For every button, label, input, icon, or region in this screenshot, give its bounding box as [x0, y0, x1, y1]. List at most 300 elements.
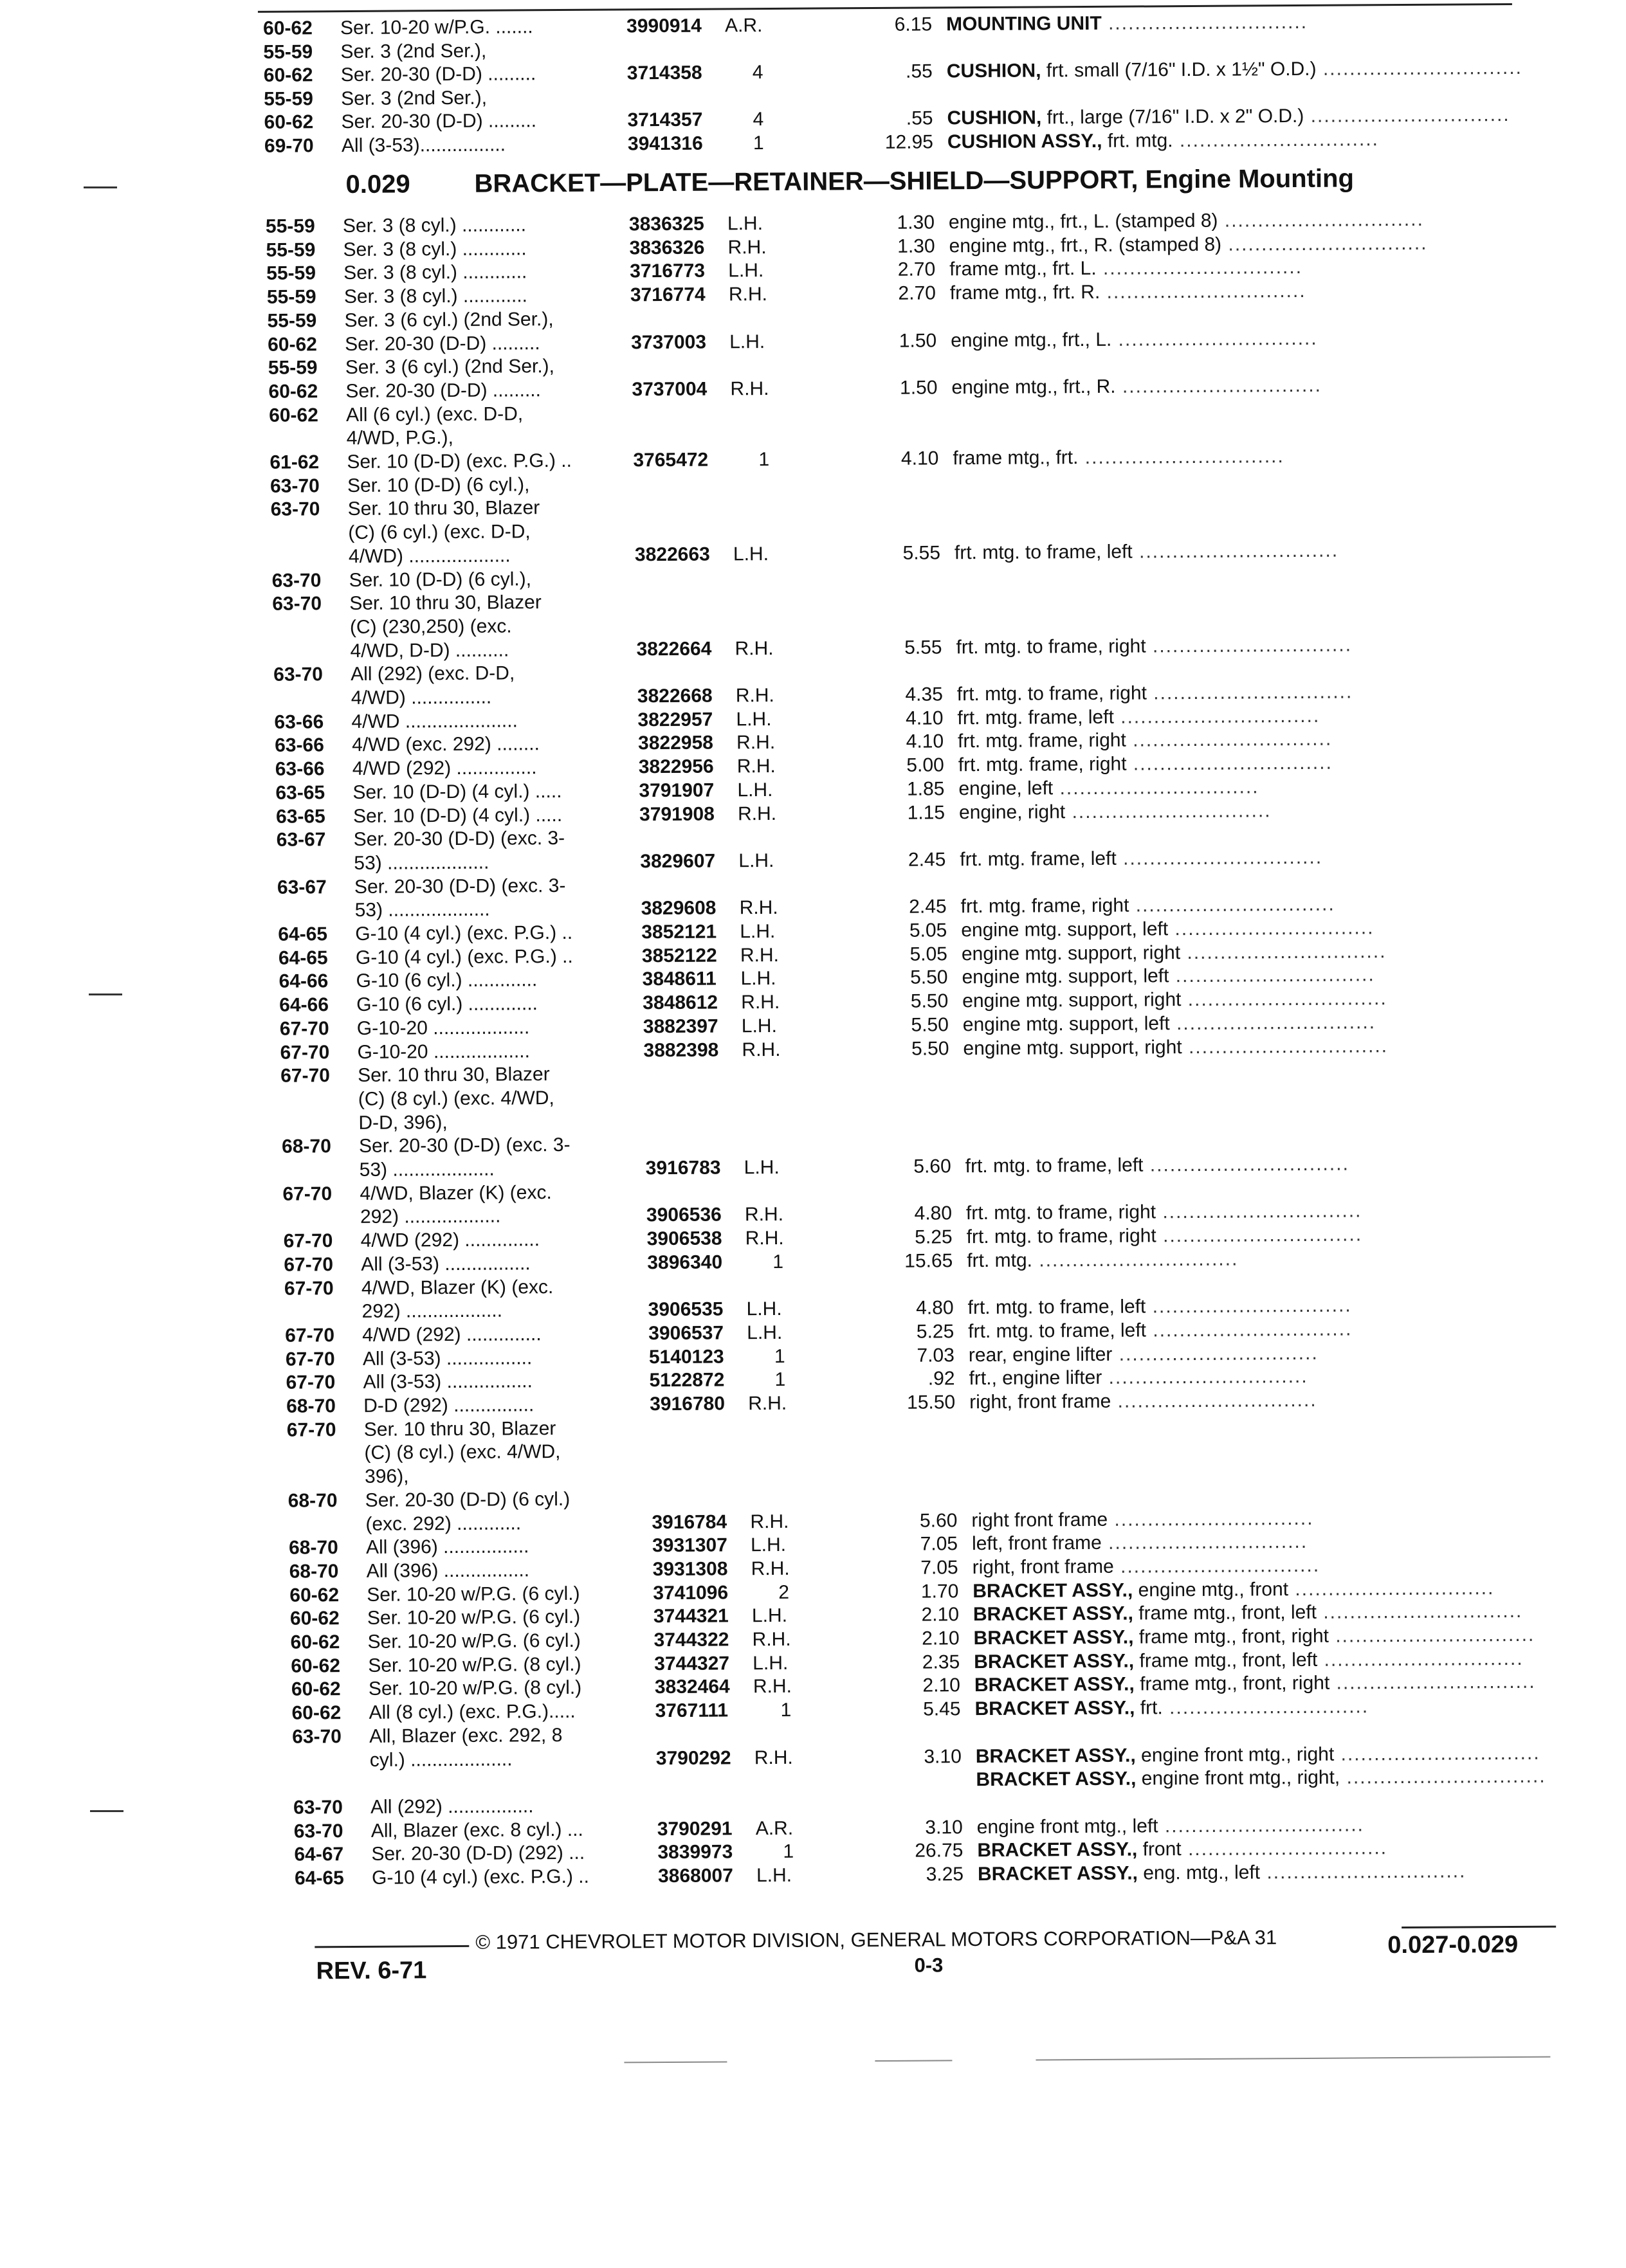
list-price: [873, 1084, 950, 1085]
part-name-detail: engine mtg. support, left: [963, 1013, 1170, 1035]
application: Ser. 10 (D-D) (4 cyl.) .....: [352, 780, 562, 804]
part-name: [963, 1011, 1376, 1037]
list-price: 15.50: [878, 1391, 955, 1415]
part-name-detail: left, front frame: [972, 1532, 1102, 1554]
part-number: 3836325: [629, 213, 704, 237]
leader-dots: ..............................: [1316, 57, 1522, 80]
list-price: [872, 1061, 949, 1062]
year-range: 63-70: [292, 1725, 342, 1748]
part-name: [951, 327, 1318, 352]
application: Ser. 10 thru 30, Blazer: [364, 1417, 556, 1442]
part-name-bold: CUSHION,: [947, 60, 1041, 82]
year-range: 63-70: [271, 498, 320, 522]
application: 4/WD (292) ...............: [352, 756, 537, 781]
leader-dots: ..............................: [1181, 988, 1387, 1010]
list-price: 4.10: [861, 447, 938, 471]
application: (C) (8 cyl.) (exc. 4/WD,: [364, 1440, 560, 1465]
part-name-bold: CUSHION,: [947, 107, 1041, 129]
year-range: 60-62: [290, 1607, 340, 1630]
side-code: L.H.: [756, 1864, 792, 1887]
leader-dots: ..............................: [1146, 1295, 1352, 1318]
part-name: [958, 728, 1332, 754]
year-range: 68-70: [289, 1560, 339, 1583]
application: 4/WD .....................: [351, 709, 518, 734]
side-code: R.H.: [750, 1510, 789, 1533]
leader-dots: ..............................: [1334, 1742, 1540, 1765]
year-range: 63-67: [277, 828, 326, 851]
part-name-detail: frt.: [1135, 1697, 1163, 1718]
part-name: [955, 539, 1338, 565]
application: All (3-53) ................: [363, 1370, 533, 1395]
part-name: [976, 1741, 1540, 1768]
leader-dots: ..............................: [1317, 1648, 1524, 1671]
leader-dots: ..............................: [1053, 776, 1259, 799]
part-number: 3852122: [642, 944, 717, 968]
application: Ser. 3 (2nd Ser.),: [340, 39, 486, 63]
leader-dots: ..............................: [1100, 280, 1306, 303]
quantity: 4: [753, 61, 763, 84]
list-price: [884, 1768, 962, 1769]
list-price: 2.70: [859, 282, 936, 306]
part-name-detail: frt., large (7/16" I.D. x 2" O.D.): [1041, 105, 1304, 128]
side-code: R.H.: [729, 283, 767, 306]
application: Ser. 20-30 (D-D) (exc. 3-: [354, 827, 565, 851]
binding-mark: [90, 1810, 123, 1812]
list-price: 2.70: [858, 259, 935, 282]
part-number: 3737003: [631, 331, 706, 354]
list-price: 5.50: [872, 1013, 949, 1037]
part-name: [973, 1554, 1320, 1579]
year-range: 55-59: [267, 286, 316, 309]
part-name-detail: engine mtg., frt., R. (stamped 8): [949, 233, 1221, 257]
application: 292) ..................: [360, 1205, 501, 1229]
part-name: [947, 104, 1510, 130]
list-price: [863, 494, 940, 495]
part-name: [973, 1624, 1535, 1650]
part-name-detail: frt. mtg. to frame, left: [955, 541, 1133, 563]
part-name: [949, 256, 1302, 281]
application: 53) ...................: [354, 851, 489, 875]
side-code: A.R.: [756, 1817, 794, 1840]
application: 53) ...................: [355, 898, 490, 922]
quantity: 1: [758, 448, 769, 471]
list-price: [864, 612, 942, 613]
list-price: 1.70: [881, 1580, 958, 1604]
year-range: 68-70: [289, 1536, 338, 1559]
part-name: [969, 1341, 1319, 1366]
application: All (396) ................: [366, 1536, 529, 1560]
application: Ser. 3 (6 cyl.) (2nd Ser.),: [344, 308, 553, 332]
part-number: 3916784: [652, 1510, 727, 1534]
page-number: 0-3: [914, 1954, 943, 1977]
part-name-detail: front: [1137, 1838, 1182, 1860]
leader-dots: ..............................: [1108, 1507, 1314, 1530]
part-name-detail: engine mtg. support, right: [962, 989, 1181, 1012]
side-code: L.H.: [736, 708, 771, 731]
year-range: 63-70: [293, 1796, 343, 1819]
year-range: 55-59: [266, 215, 315, 238]
leader-dots: ..............................: [1146, 1318, 1353, 1341]
part-name-bold: CUSHION ASSY.,: [947, 131, 1102, 152]
quantity: 1: [774, 1345, 785, 1368]
year-range: 63-70: [294, 1820, 343, 1843]
bottom-rule-b: [875, 2060, 952, 2062]
side-code: R.H.: [735, 637, 773, 660]
part-name-detail: engine front mtg., left: [977, 1815, 1158, 1838]
part-name-detail: engine, left: [958, 777, 1053, 799]
year-range: 63-66: [274, 711, 324, 734]
leader-dots: ..............................: [1078, 446, 1284, 468]
part-name-detail: engine mtg. support, left: [962, 966, 1169, 988]
leader-dots: ..............................: [1102, 1366, 1308, 1388]
year-range: 60-62: [291, 1678, 341, 1701]
part-name-detail: engine front mtg., right,: [1136, 1767, 1340, 1790]
binding-mark: [89, 993, 122, 995]
quantity: 1: [753, 132, 764, 155]
list-price: 6.15: [855, 13, 932, 37]
application: G-10 (4 cyl.) (exc. P.G.) ..: [355, 921, 572, 946]
year-range: 60-62: [291, 1655, 340, 1678]
side-code: R.H.: [745, 1227, 784, 1250]
part-name-bold: BRACKET ASSY.,: [974, 1698, 1135, 1720]
part-number: 3791908: [639, 803, 715, 826]
list-price: 5.00: [867, 754, 944, 777]
list-price: 4.10: [866, 730, 944, 754]
application: All, Blazer (exc. 292, 8: [369, 1724, 562, 1748]
year-range: 55-59: [264, 87, 313, 111]
leader-dots: ..............................: [1168, 917, 1375, 939]
side-code: R.H.: [730, 377, 769, 401]
application: All (8 cyl.) (exc. P.G.).....: [369, 1700, 575, 1725]
year-range: 63-66: [275, 758, 325, 781]
year-range: 67-70: [280, 1064, 330, 1087]
leader-dots: ..............................: [1114, 705, 1320, 727]
part-name-detail: frt. mtg. to frame, right: [957, 682, 1147, 705]
quantity: 1: [780, 1699, 791, 1722]
list-price: [859, 305, 936, 306]
part-number: 3906535: [648, 1298, 723, 1322]
part-name: [956, 633, 1352, 659]
year-range: 60-62: [269, 404, 318, 427]
year-range: 63-70: [272, 592, 322, 615]
application: (C) (8 cyl.) (exc. 4/WD,: [358, 1087, 554, 1111]
part-number: 3836326: [629, 236, 704, 260]
part-name-detail: frame mtg., frt.: [953, 447, 1078, 469]
list-price: [864, 565, 941, 566]
year-range: 60-62: [268, 380, 318, 403]
side-code: R.H.: [752, 1628, 790, 1651]
part-name: [977, 1837, 1387, 1862]
part-name-detail: engine mtg. support, right: [963, 1037, 1182, 1059]
side-code: R.H.: [748, 1392, 787, 1415]
side-code: L.H.: [740, 967, 776, 990]
part-name-detail: frt., engine lifter: [969, 1367, 1102, 1389]
part-name-detail: eng. mtg., left: [1138, 1862, 1260, 1883]
part-name-detail: frt. mtg. to frame, left: [967, 1296, 1146, 1319]
part-number: 3906538: [647, 1228, 722, 1251]
leader-dots: ..............................: [1102, 12, 1308, 34]
part-name: [957, 680, 1353, 706]
list-price: 2.35: [882, 1651, 960, 1674]
part-name: [962, 964, 1375, 990]
application: (C) (6 cyl.) (exc. D-D,: [348, 520, 531, 545]
part-name-detail: frt. mtg. frame, left: [960, 848, 1117, 870]
year-range: 67-70: [282, 1183, 332, 1206]
part-number: 3790291: [657, 1817, 733, 1841]
part-number: 3896340: [647, 1251, 722, 1275]
part-name: [972, 1530, 1308, 1556]
year-range: 63-70: [272, 569, 322, 592]
list-price: 1.50: [860, 376, 937, 400]
side-code: L.H.: [727, 212, 763, 235]
application: Ser. 20-30 (D-D) .........: [341, 110, 536, 134]
part-number: 3744322: [653, 1628, 729, 1652]
application: Ser. 3 (8 cyl.) ............: [343, 261, 527, 286]
part-name-detail: engine mtg. support, left: [961, 918, 1168, 941]
side-code: R.H.: [737, 755, 776, 778]
leader-dots: ..............................: [1032, 1248, 1239, 1271]
part-name: [968, 1318, 1352, 1343]
application: Ser. 20-30 (D-D) .........: [345, 332, 540, 356]
application: 4/WD) ...................: [349, 544, 511, 568]
list-price: [885, 1792, 962, 1793]
part-name-detail: frame mtg., front, left: [1134, 1649, 1317, 1672]
application: Ser. 3 (6 cyl.) (2nd Ser.),: [345, 355, 554, 379]
part-name: [963, 1035, 1388, 1060]
part-name: [947, 57, 1522, 83]
part-name-detail: rear, engine lifter: [969, 1343, 1113, 1365]
part-number: 3767111: [655, 1700, 728, 1723]
year-range: 55-59: [266, 262, 316, 286]
part-number: 3829608: [641, 897, 717, 921]
application: Ser. 10 (D-D) (6 cyl.),: [347, 473, 530, 498]
list-price: 1.85: [867, 777, 944, 801]
list-price: 5.25: [877, 1320, 954, 1344]
year-range: 67-70: [284, 1229, 333, 1253]
part-number: 3990914: [626, 15, 702, 39]
application: Ser. 20-30 (D-D) (exc. 3-: [354, 875, 566, 899]
year-range: 63-65: [275, 781, 325, 804]
part-name: [961, 916, 1374, 942]
part-number: 3714358: [627, 62, 702, 86]
application: 4/WD (exc. 292) ........: [352, 733, 540, 758]
application: All (6 cyl.) (exc. D-D,: [346, 403, 523, 427]
part-number: 3744327: [654, 1652, 729, 1676]
application: Ser. 10 (D-D) (6 cyl.),: [349, 568, 532, 592]
part-number: 3822957: [637, 708, 713, 732]
part-name: [949, 231, 1427, 258]
leader-dots: ..............................: [1173, 129, 1379, 151]
application: All (3-53) ................: [361, 1252, 531, 1276]
part-name-detail: engine mtg., frt., R.: [951, 376, 1115, 399]
side-code: R.H.: [740, 944, 779, 967]
leader-dots: ..............................: [1158, 1814, 1364, 1837]
part-name: [966, 1200, 1362, 1226]
part-name-detail: frame mtg., frt. R.: [950, 282, 1101, 304]
side-code: R.H.: [745, 1203, 783, 1226]
application: All (292) ................: [370, 1795, 534, 1819]
application: G-10 (4 cyl.) (exc. P.G.) ..: [356, 945, 573, 970]
year-range: 67-70: [280, 1017, 329, 1040]
part-name-detail: engine mtg., front: [1133, 1579, 1288, 1601]
leader-dots: ..............................: [1102, 1531, 1308, 1554]
part-name-detail: right front frame: [971, 1509, 1108, 1530]
part-number: 3744321: [653, 1605, 729, 1629]
part-name: [971, 1507, 1313, 1532]
part-name-bold: BRACKET ASSY.,: [976, 1768, 1136, 1791]
year-range: 60-62: [291, 1701, 341, 1725]
application: 4/WD, P.G.),: [347, 426, 453, 450]
leader-dots: ..............................: [1156, 1224, 1363, 1246]
application: 4/WD) ...............: [351, 686, 492, 710]
part-number: 3737004: [632, 377, 707, 401]
leader-dots: ..............................: [1112, 1342, 1319, 1365]
part-name: [973, 1600, 1523, 1626]
year-range: 63-67: [277, 876, 327, 899]
side-code: R.H.: [754, 1746, 793, 1769]
application: 4/WD (292) ..............: [362, 1323, 542, 1347]
side-code: R.H.: [738, 802, 776, 825]
list-price: 7.03: [877, 1344, 955, 1368]
part-number: 3906536: [646, 1204, 722, 1228]
part-number: 3822664: [636, 637, 711, 661]
list-price: [873, 1108, 950, 1109]
part-name: [967, 1247, 1238, 1273]
year-range: 60-62: [291, 1631, 340, 1654]
application: G-10 (4 cyl.) (exc. P.G.) ..: [372, 1865, 589, 1890]
list-price: 1.15: [868, 801, 945, 825]
part-name: [961, 893, 1335, 919]
application: All (396) ................: [367, 1559, 530, 1583]
leader-dots: ..............................: [1114, 1555, 1320, 1577]
section-number: 0.029: [345, 169, 474, 199]
part-name-detail: frt. mtg. to frame, right: [966, 1202, 1156, 1224]
footer-rule-right: [1402, 1926, 1556, 1928]
side-code: L.H.: [753, 1652, 788, 1675]
part-name: [957, 704, 1320, 729]
side-code: L.H.: [752, 1604, 787, 1628]
part-name-detail: frt. small (7/16" I.D. x 1½" O.D.): [1041, 59, 1316, 82]
part-name-bold: BRACKET ASSY.,: [973, 1603, 1133, 1626]
part-number: 3822663: [635, 543, 710, 567]
list-price: 5.60: [880, 1509, 957, 1533]
side-code: L.H.: [746, 1298, 781, 1321]
part-number: 3848612: [643, 992, 718, 1015]
part-name-detail: right, front frame: [969, 1391, 1111, 1413]
leader-dots: ..............................: [1115, 375, 1322, 397]
part-name-detail: frt. mtg. frame, right: [961, 895, 1129, 918]
part-number: 3916780: [650, 1392, 725, 1416]
list-price: 7.05: [881, 1532, 958, 1556]
part-number: 3931307: [652, 1534, 727, 1558]
application: cyl.) ...................: [370, 1748, 513, 1772]
part-name-detail: engine front mtg., right: [1136, 1743, 1335, 1766]
year-range: 63-66: [275, 734, 324, 758]
application: Ser. 10-20 w/P.G. (8 cyl.): [368, 1653, 581, 1678]
list-price: 4.80: [875, 1202, 952, 1226]
year-range: 60-62: [289, 1584, 339, 1607]
list-price: 2.10: [882, 1604, 959, 1628]
leader-dots: ..............................: [1065, 800, 1272, 822]
part-number: 3868007: [658, 1864, 733, 1888]
leader-dots: ..............................: [1288, 1577, 1495, 1600]
leader-dots: ..............................: [1147, 681, 1353, 703]
application: All, Blazer (exc. 8 cyl.) ...: [371, 1818, 583, 1842]
list-price: 2.45: [870, 896, 947, 920]
side-code: R.H.: [751, 1557, 790, 1581]
leader-dots: ..............................: [1329, 1624, 1535, 1647]
part-number: 3829607: [640, 849, 715, 873]
list-price: 5.55: [864, 636, 942, 660]
year-range: 64-66: [279, 970, 328, 993]
side-code: L.H.: [728, 259, 763, 282]
application: 4/WD, Blazer (K) (exc.: [360, 1181, 552, 1206]
part-name: [973, 1577, 1494, 1603]
application: Ser. 3 (8 cyl.) ............: [343, 213, 526, 238]
year-range: 61-62: [269, 451, 319, 474]
part-name-bold: BRACKET ASSY.,: [973, 1579, 1133, 1602]
bottom-rule-a: [624, 2061, 727, 2063]
application: 4/WD, Blazer (K) (exc.: [361, 1276, 554, 1300]
list-price: 3.25: [886, 1863, 964, 1887]
list-price: 3.10: [886, 1816, 963, 1840]
application: (C) (230,250) (exc.: [350, 615, 512, 639]
list-price: [868, 825, 945, 826]
section-title: BRACKET—PLATE—RETAINER—SHIELD—SUPPORT, Engine Mounting: [474, 164, 1354, 197]
application: 53) ...................: [360, 1158, 495, 1182]
footer-rule-left: [315, 1945, 469, 1948]
leader-dots: ..............................: [1317, 1601, 1523, 1623]
part-name: [962, 940, 1387, 966]
application: Ser. 10-20 w/P.G. (6 cyl.): [368, 1629, 581, 1654]
list-price: 1.30: [857, 235, 935, 259]
leader-dots: ..............................: [1329, 1671, 1536, 1694]
part-number: 3839973: [657, 1841, 733, 1865]
part-number: 3716774: [630, 284, 706, 307]
bottom-rule-c: [1036, 2056, 1550, 2061]
list-price: .92: [877, 1368, 955, 1392]
list-price: .55: [855, 107, 933, 131]
part-name-detail: engine mtg. support, right: [962, 942, 1180, 965]
part-name: [969, 1389, 1317, 1414]
side-code: L.H.: [744, 1156, 780, 1179]
section-heading: [345, 163, 1354, 199]
application: (exc. 292) ............: [365, 1512, 521, 1536]
application: All (3-53) ................: [363, 1347, 533, 1371]
part-name: [947, 128, 1379, 154]
leader-dots: ..............................: [1340, 1766, 1546, 1788]
list-price: [880, 1485, 957, 1486]
leader-dots: ..............................: [1133, 540, 1339, 562]
year-range: 63-70: [273, 664, 323, 687]
application: Ser. 20-30 (D-D) (6 cyl.): [365, 1488, 571, 1512]
year-range: 64-66: [279, 993, 329, 1017]
list-price: 5.45: [883, 1698, 960, 1721]
part-name-bold: MOUNTING UNIT: [946, 13, 1102, 35]
application: G-10 (6 cyl.) .............: [356, 969, 537, 993]
leader-dots: ..............................: [1126, 752, 1333, 775]
part-name: [960, 846, 1322, 871]
part-name-detail: frame mtg., frt. L.: [949, 258, 1097, 280]
quantity: 4: [753, 108, 763, 131]
part-name-bold: BRACKET ASSY.,: [976, 1745, 1136, 1767]
part-number: 3716773: [630, 260, 705, 284]
part-name: [951, 374, 1322, 400]
leader-dots: ..............................: [1097, 257, 1303, 279]
part-number: 3916783: [646, 1156, 721, 1180]
list-price: 3.10: [884, 1745, 962, 1769]
leader-dots: ..............................: [1180, 941, 1387, 963]
